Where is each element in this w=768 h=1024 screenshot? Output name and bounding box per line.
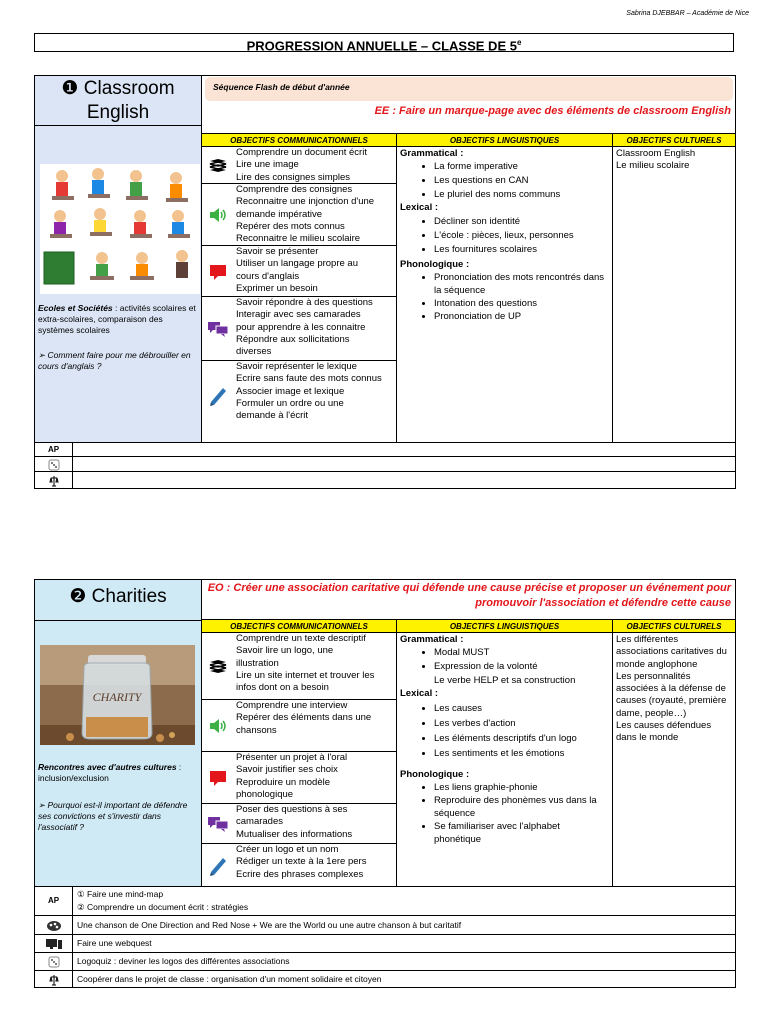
ling-phono-label: Phonologique : xyxy=(400,258,470,270)
ling-item: • Les causes xyxy=(434,701,609,716)
comm-row xyxy=(202,184,397,246)
header-ling-1: OBJECTIFS LINGUISTIQUES xyxy=(397,133,613,147)
ling-item: • Prononciation de UP xyxy=(434,310,609,323)
ling-lex-list xyxy=(400,215,609,257)
comm-line: Ecrire des phrases complexes xyxy=(236,868,364,880)
unit-1-footer-ap xyxy=(35,442,735,456)
speech-bubble-icon xyxy=(202,752,234,804)
ling-item: • Le pluriel des noms communs xyxy=(434,188,609,202)
header-cult-1: OBJECTIFS CULTURELS xyxy=(613,133,735,147)
ling-lex-list xyxy=(400,701,609,761)
dice-icon xyxy=(35,953,73,970)
comm-line: Savoir représenter le lexique xyxy=(236,361,357,372)
comm-text xyxy=(236,246,395,295)
comm-line: demande à l'écrit xyxy=(236,410,309,422)
speech-bubble-icon xyxy=(202,246,234,297)
footer-line: ① Faire une mind-map xyxy=(77,889,164,899)
pen-icon xyxy=(202,361,234,429)
cult-item: Classroom English xyxy=(616,148,696,159)
unit-1-table xyxy=(34,75,736,489)
unit-1-ling-col xyxy=(397,147,613,442)
comm-text xyxy=(236,752,395,801)
header-cult-2: OBJECTIFS CULTURELS xyxy=(613,619,735,633)
comm-line: Ecrire sans faute des mots connus xyxy=(236,373,382,385)
comm-line: Savoir lire un logo, une xyxy=(236,645,334,657)
cult-item: Les personnalités associées à la défense de causes (royauté, première dame, people…) xyxy=(616,670,727,719)
cult-item: Les causes défendues dans le monde xyxy=(616,720,712,744)
comm-text xyxy=(236,361,395,422)
classroom-illustration xyxy=(40,164,200,294)
comm-line: Reconnaitre le milieu scolaire xyxy=(236,233,361,245)
comm-line: demande impérative xyxy=(236,208,323,220)
comm-line: Interagir avec ses camarades xyxy=(236,309,361,321)
comm-line: Lire un site internet et trouver les xyxy=(236,669,375,681)
comm-line: Savoir se présenter xyxy=(236,246,319,257)
comm-text xyxy=(236,633,395,694)
comm-row xyxy=(202,633,397,700)
unit-2-theme-text: : inclusion/exclusion xyxy=(38,762,182,783)
page-title xyxy=(34,33,734,52)
unit-2-ling-col xyxy=(397,633,613,886)
palette-icon xyxy=(35,916,73,934)
comm-line: illustration xyxy=(236,657,279,669)
computer-icon xyxy=(35,935,73,952)
ling-gram-list xyxy=(400,646,609,674)
comm-line: Lire des consignes simples xyxy=(236,171,351,183)
unit-2-footer-ap xyxy=(35,886,735,915)
comm-row xyxy=(202,361,397,442)
comm-line: Comprendre des consignes xyxy=(236,184,353,195)
comm-row xyxy=(202,804,397,844)
unit-1-title-line1: Classroom xyxy=(83,78,175,99)
comm-row xyxy=(202,297,397,361)
comm-line: Comprendre une interview xyxy=(236,700,348,711)
unit-2-title-text: Charities xyxy=(91,586,167,607)
footer-line: Faire une webquest xyxy=(77,938,152,948)
jar-label: CHARITY xyxy=(92,690,142,704)
dice-icon xyxy=(35,457,73,471)
comm-line: Mutualiser des informations xyxy=(236,828,353,840)
comm-row xyxy=(202,246,397,297)
ling-gram-list xyxy=(400,160,609,202)
ling-item: • Expression de la volonté xyxy=(434,660,609,674)
unit-2-footer-song xyxy=(35,915,735,934)
page-title-sup: e xyxy=(516,38,522,47)
ling-phono-label: Phonologique : xyxy=(400,768,470,780)
ling-gram-label: Grammatical : xyxy=(400,634,464,645)
comm-line: Reconnaitre une injonction d'une xyxy=(236,196,375,208)
comm-line: Présenter un projet à l'oral xyxy=(236,752,348,763)
comm-line: Utiliser un langage propre au xyxy=(236,258,358,270)
unit-1-theme-label: Ecoles et Sociétés xyxy=(38,303,113,313)
comm-row xyxy=(202,752,397,804)
scales-icon xyxy=(35,971,73,987)
ling-item: • Les verbes d'action xyxy=(434,716,609,731)
unit-1-cult-col xyxy=(613,147,735,442)
unit-1-number: ❶ xyxy=(61,78,79,99)
comm-line: Savoir justifier ses choix xyxy=(236,764,338,776)
unit-1-title-line2: English xyxy=(86,102,150,123)
comm-line: Repérer des mots connus xyxy=(236,220,345,232)
ling-item: • Se familiariser avec l'alphabet phonétique xyxy=(434,820,609,846)
page-title-text: PROGRESSION ANNUELLE – CLASSE DE 5 xyxy=(246,38,517,54)
ling-item: • Reproduire des phonèmes vus dans la séquence xyxy=(434,794,609,820)
unit-2-question: ➢ Pourquoi est-il important de défendre ses convictions et s'investir dans l'associatif ? xyxy=(38,800,188,832)
ling-gram-label: Grammatical : xyxy=(400,148,464,159)
footer-text xyxy=(73,888,733,914)
ling-item: • Décliner son identité xyxy=(434,215,609,229)
footer-label: AP xyxy=(35,443,73,456)
header-ling-2: OBJECTIFS LINGUISTIQUES xyxy=(397,619,613,633)
sequence-banner: Séquence Flash de début d'année xyxy=(205,77,733,101)
comm-line: Formuler un ordre ou une xyxy=(236,397,344,409)
comm-row xyxy=(202,844,397,886)
book-icon xyxy=(202,147,234,184)
unit-1-title xyxy=(35,76,202,126)
comm-text xyxy=(236,297,395,358)
unit-2-footer-civic xyxy=(35,970,735,987)
comm-line: infos dont on a besoin xyxy=(236,682,329,694)
unit-2-footer-webquest xyxy=(35,934,735,952)
comm-line: Associer image et lexique xyxy=(236,385,345,397)
ling-lex-label: Lexical : xyxy=(400,202,439,214)
comm-line: Répondre aux sollicitations xyxy=(236,333,350,345)
comm-line: Lire une image xyxy=(236,159,299,171)
cult-item: Les différentes associations caritatives du monde anglophone xyxy=(616,634,727,670)
comm-text xyxy=(236,804,395,841)
unit-1-side xyxy=(35,126,202,442)
ling-item: • L'école : pièces, lieux, personnes xyxy=(434,229,609,243)
comm-row xyxy=(202,147,397,184)
dialogue-bubbles-icon xyxy=(202,804,234,844)
header-comm-1: OBJECTIFS COMMUNICATIONNELS xyxy=(202,133,397,147)
unit-2-number: ❷ xyxy=(69,586,87,607)
comm-line: Repérer des éléments dans une xyxy=(236,712,372,724)
comm-line: camarades xyxy=(236,816,283,828)
footer-line: ② Comprendre un document écrit : stratégies xyxy=(77,902,249,912)
author-credit: Sabrina DJEBBAR – Académie de Nice xyxy=(626,10,749,17)
comm-line: Créer un logo et un nom xyxy=(236,844,339,855)
unit-1-footer-dice xyxy=(35,456,735,471)
unit-2-table xyxy=(34,579,736,988)
comm-line: Exprimer un besoin xyxy=(236,282,318,294)
ling-lex-label: Lexical : xyxy=(400,688,439,700)
ling-item: • Les éléments descriptifs d'un logo xyxy=(434,731,609,746)
comm-line: Comprendre un document écrit xyxy=(236,147,367,158)
ling-item: • La forme imperative xyxy=(434,160,609,174)
speaker-icon xyxy=(202,700,234,752)
comm-line: diverses xyxy=(236,346,272,358)
ling-item: • Intonation des questions xyxy=(434,297,609,310)
comm-line: Comprendre un texte descriptif xyxy=(236,633,366,644)
comm-line: Reproduire un modèle xyxy=(236,776,331,788)
comm-row xyxy=(202,700,397,752)
comm-line: chansons xyxy=(236,724,277,736)
comm-line: Savoir répondre à des questions xyxy=(236,297,373,308)
ling-item: Le verbe HELP et sa construction xyxy=(434,675,576,687)
ling-item: • Les liens graphie-phonie xyxy=(434,781,609,794)
unit-2-cult-col xyxy=(613,633,735,886)
unit-2-footer-logoquiz xyxy=(35,952,735,970)
comm-line: cours d'anglais xyxy=(236,270,300,282)
unit-2-side xyxy=(35,620,202,886)
unit-1-footer-civic xyxy=(35,471,735,488)
comm-text xyxy=(236,700,395,737)
unit-1-question: ➢ Comment faire pour me débrouiller en cours d'anglais ? xyxy=(38,350,191,371)
comm-line: Poser des questions à ses xyxy=(236,804,348,815)
unit-1-task: EE : Faire un marque-page avec des éléments de classroom English xyxy=(374,105,731,117)
ling-item: • Prononciation des mots rencontrés dans la séquence xyxy=(434,271,609,297)
ling-item: • Les questions en CAN xyxy=(434,174,609,188)
header-comm-2: OBJECTIFS COMMUNICATIONNELS xyxy=(202,619,397,633)
unit-2-theme-label: Rencontres avec d'autres cultures xyxy=(38,762,177,772)
unit-2-comm-col xyxy=(202,633,397,886)
footer-label: AP xyxy=(35,887,73,915)
unit-2-theme xyxy=(38,762,198,784)
comm-line: pour apprendre à les connaitre xyxy=(236,321,366,333)
cult-item: Le milieu scolaire xyxy=(616,160,690,172)
unit-1-theme xyxy=(38,303,198,336)
unit-2-task: EO : Créer une association caritative qui défende une cause précise et proposer un événement pour promouvoir l'association et défendre cette cause xyxy=(207,582,731,609)
footer-line: Une chanson de One Direction and Red Nose + We are the World ou une autre chanson à but caritatif xyxy=(77,920,462,930)
comm-text xyxy=(236,844,395,881)
unit-1-theme-text: : activités scolaires et extra-scolaires, comparaison des systèmes scolaires xyxy=(38,303,196,335)
comm-text xyxy=(236,147,395,184)
charity-jar-photo xyxy=(40,645,195,745)
footer-line: Logoquiz : deviner les logos des différentes associations xyxy=(77,956,290,966)
footer-line: Coopérer dans le projet de classe : organisation d'un moment solidaire et citoyen xyxy=(77,974,382,984)
comm-line: phonologique xyxy=(236,788,294,800)
speaker-icon xyxy=(202,184,234,246)
comm-line: Rédiger un texte à la 1ere pers xyxy=(236,856,367,868)
unit-1-comm-col xyxy=(202,147,397,442)
comm-text xyxy=(236,184,395,245)
ling-phono-list xyxy=(400,781,609,846)
dialogue-bubbles-icon xyxy=(202,297,234,361)
ling-item: • Modal MUST xyxy=(434,646,609,660)
scales-icon xyxy=(35,472,73,488)
ling-item: • Les fournitures scolaires xyxy=(434,243,609,257)
ling-item: • Les sentiments et les émotions xyxy=(434,746,609,761)
book-icon xyxy=(202,633,234,700)
pen-icon xyxy=(202,844,234,886)
ling-phono-list xyxy=(400,271,609,323)
